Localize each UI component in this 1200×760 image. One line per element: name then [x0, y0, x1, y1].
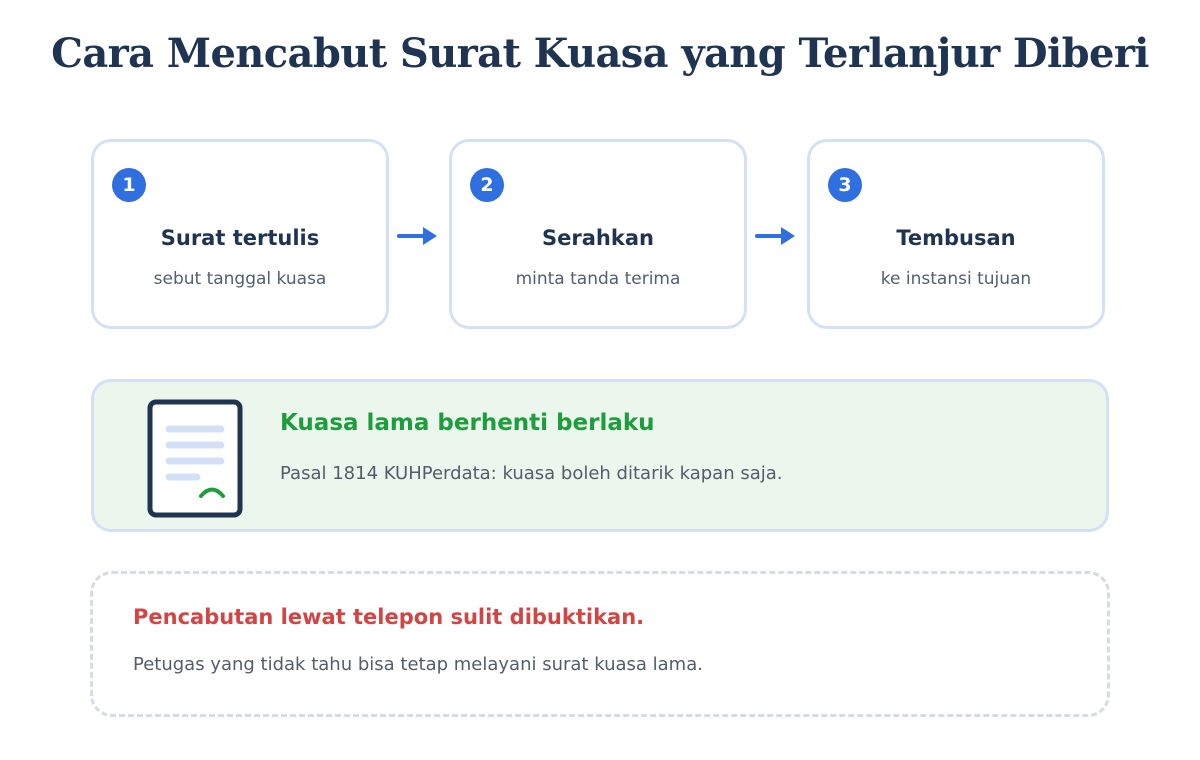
result-panel	[91, 379, 1109, 532]
step-subtitle: minta tanda terima	[515, 269, 681, 289]
warning-title: Pencabutan lewat telepon sulit dibuktikan.	[133, 605, 645, 629]
step-card-1	[91, 139, 389, 329]
arrow-right-icon	[755, 224, 797, 248]
document-icon	[147, 399, 243, 519]
step-card-3	[807, 139, 1105, 329]
step-card-2	[449, 139, 747, 329]
result-title: Kuasa lama berhenti berlaku	[280, 410, 655, 436]
page-title: Cara Mencabut Surat Kuasa yang Terlanjur Diberi	[51, 30, 1149, 77]
step-title: Serahkan	[542, 226, 654, 250]
warning-panel	[90, 571, 1110, 717]
arrow-right-icon	[397, 224, 439, 248]
warning-text: Petugas yang tidak tahu bisa tetap melayani surat kuasa lama.	[133, 654, 703, 675]
result-text: Pasal 1814 KUHPerdata: kuasa boleh ditarik kapan saja.	[280, 463, 783, 484]
step-title: Surat tertulis	[160, 226, 320, 250]
step-subtitle: ke instansi tujuan	[880, 269, 1032, 289]
step-number-badge: 1	[112, 168, 146, 202]
step-number-badge: 2	[470, 168, 504, 202]
step-number-badge: 3	[828, 168, 862, 202]
step-subtitle: sebut tanggal kuasa	[153, 269, 327, 289]
step-title: Tembusan	[896, 226, 1016, 250]
